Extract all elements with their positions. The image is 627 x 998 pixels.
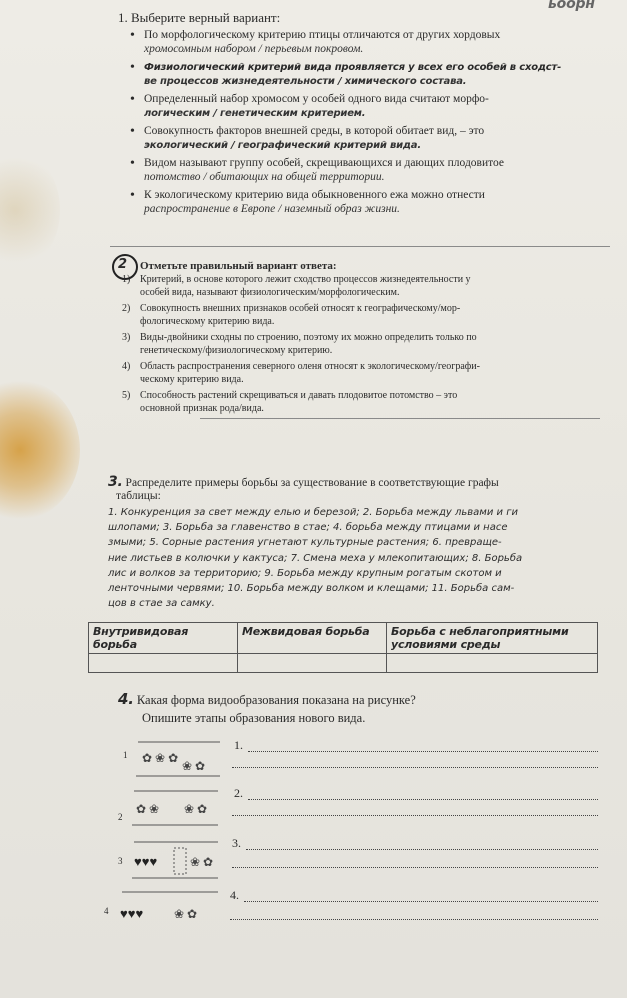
table-header-cell: Борьба с неблагоприятными условиями среды [387, 623, 598, 654]
svg-text:❀ ✿: ❀ ✿ [174, 907, 198, 921]
question-4 [118, 690, 598, 727]
question-2-list [118, 274, 598, 415]
stage-2-drawing [128, 785, 224, 831]
divider [110, 246, 610, 247]
stage-1-drawing [132, 738, 224, 780]
table-cell[interactable] [89, 654, 238, 673]
stage-4-drawing [114, 886, 224, 934]
stage-label: 1 [123, 750, 128, 760]
question-1-title: 1. Выберите верный вариант: [118, 10, 281, 25]
question-4-subtitle: Опишите этапы образования нового вида. [142, 711, 366, 725]
table-row [89, 654, 598, 673]
question-4-title: 4. Какая форма видообразования показана на рисунке? [118, 690, 416, 708]
list-item: • Совокупность факторов внешней среды, в которой обитает вид, – это экологический / географический критерий вида. [144, 125, 598, 152]
answer-line[interactable] [248, 750, 598, 752]
question-3-answer-text: 1. Конкуренция за свет между елью и березой; 2. Борьба между львами и ги шлопами; 3. Борьба за главенство в стае; 4. борьба между птицами и насе змыми; 5. Сорные растения угнетают культурные растения; 6. превраще- ние листьев в колючки у кактуса; 7. Смена меха у млекопитающих; 8. Борьба лис и волков за территорию; 9. Борьба между крупным рогатым скотом и ленточными червями; 10. Борьба между волком и клещами; 11. Борьба сам- цов в стае за самку. [108, 507, 523, 610]
svg-text:✿ ❀: ✿ ❀ [136, 802, 160, 816]
answer-line[interactable] [230, 918, 598, 920]
paper-shadow [0, 150, 60, 270]
header-scribble: ьоорн [548, 0, 595, 12]
question-2-number: 2 [118, 257, 127, 272]
question-3-title: 3. Распределите примеры борьбы за существование в соответствующие графы таблицы: [108, 474, 499, 502]
question-2 [118, 260, 598, 419]
question-1-list [118, 29, 598, 216]
stage-label: 4 [104, 906, 109, 916]
svg-text:✿ ❀ ✿: ✿ ❀ ✿ [142, 751, 179, 765]
list-item: 3) Виды-двойники сходны по строению, поэтому их можно определить только по генетическому/физиологическому критерию. [122, 332, 477, 356]
list-item: • Видом называют группу особей, скрещивающихся и дающих плодовитое потомство / обитающих на общей территории. [144, 157, 598, 184]
answer-number: 3. [232, 836, 241, 850]
table-row [89, 623, 598, 654]
answer-number: 1. [234, 738, 243, 752]
question-2-title: Отметьте правильный вариант ответа: [140, 260, 337, 272]
list-item: • К экологическому критерию вида обыкновенного ежа можно отнести распространение в Европе / наземный образ жизни. [144, 189, 598, 216]
list-item: • Определенный набор хромосом у особей одного вида считают морфо- логическим / генетическим критерием. [144, 93, 598, 120]
answer-number: 4. [230, 888, 239, 902]
answer-line[interactable] [232, 814, 598, 816]
question-3-table [88, 622, 598, 673]
svg-text:❀ ✿: ❀ ✿ [190, 855, 214, 869]
svg-text:❀ ✿: ❀ ✿ [182, 759, 206, 773]
table-cell[interactable] [238, 654, 387, 673]
stage-label: 3 [118, 856, 123, 866]
stage-3-drawing [128, 838, 224, 882]
divider [200, 418, 600, 419]
answer-line[interactable] [246, 848, 598, 850]
question-3 [108, 476, 608, 611]
table-header-cell: Внутривидовая борьба [89, 623, 238, 654]
list-item: • По морфологическому критерию птицы отличаются от других хордовых хромосомным набором / перьевым покровом. [144, 29, 598, 56]
list-item: 2) Совокупность внешних признаков особей относят к географическому/мор- фологическому критерию вида. [122, 303, 461, 327]
paper-stain [0, 380, 80, 520]
list-item: 5) Способность растений скрещиваться и давать плодовитое потомство – это основной признак рода/вида. [122, 390, 458, 414]
answer-line[interactable] [232, 866, 598, 868]
svg-text:♥♥♥: ♥♥♥ [134, 854, 158, 869]
question-1 [118, 10, 598, 221]
list-item: • Физиологический критерий вида проявляется у всех его особей в сходст- ве процессов жизнедеятельности / химического состава. [144, 61, 598, 88]
stage-label: 2 [118, 812, 123, 822]
list-item: 4) Область распространения северного оленя относят к экологическому/географи- ческому критерию вида. [122, 361, 480, 385]
list-item: 1) Критерий, в основе которого лежит сходство процессов жизнедеятельности у особей вида, называют физиологическим/морфологическим. [122, 274, 471, 298]
answer-line[interactable] [244, 900, 598, 902]
svg-text:❀ ✿: ❀ ✿ [184, 802, 208, 816]
answer-line[interactable] [232, 766, 598, 768]
answer-number: 2. [234, 786, 243, 800]
table-cell[interactable] [387, 654, 598, 673]
table-header-cell: Межвидовая борьба [238, 623, 387, 654]
svg-text:♥♥♥: ♥♥♥ [120, 906, 144, 921]
answer-line[interactable] [248, 798, 598, 800]
